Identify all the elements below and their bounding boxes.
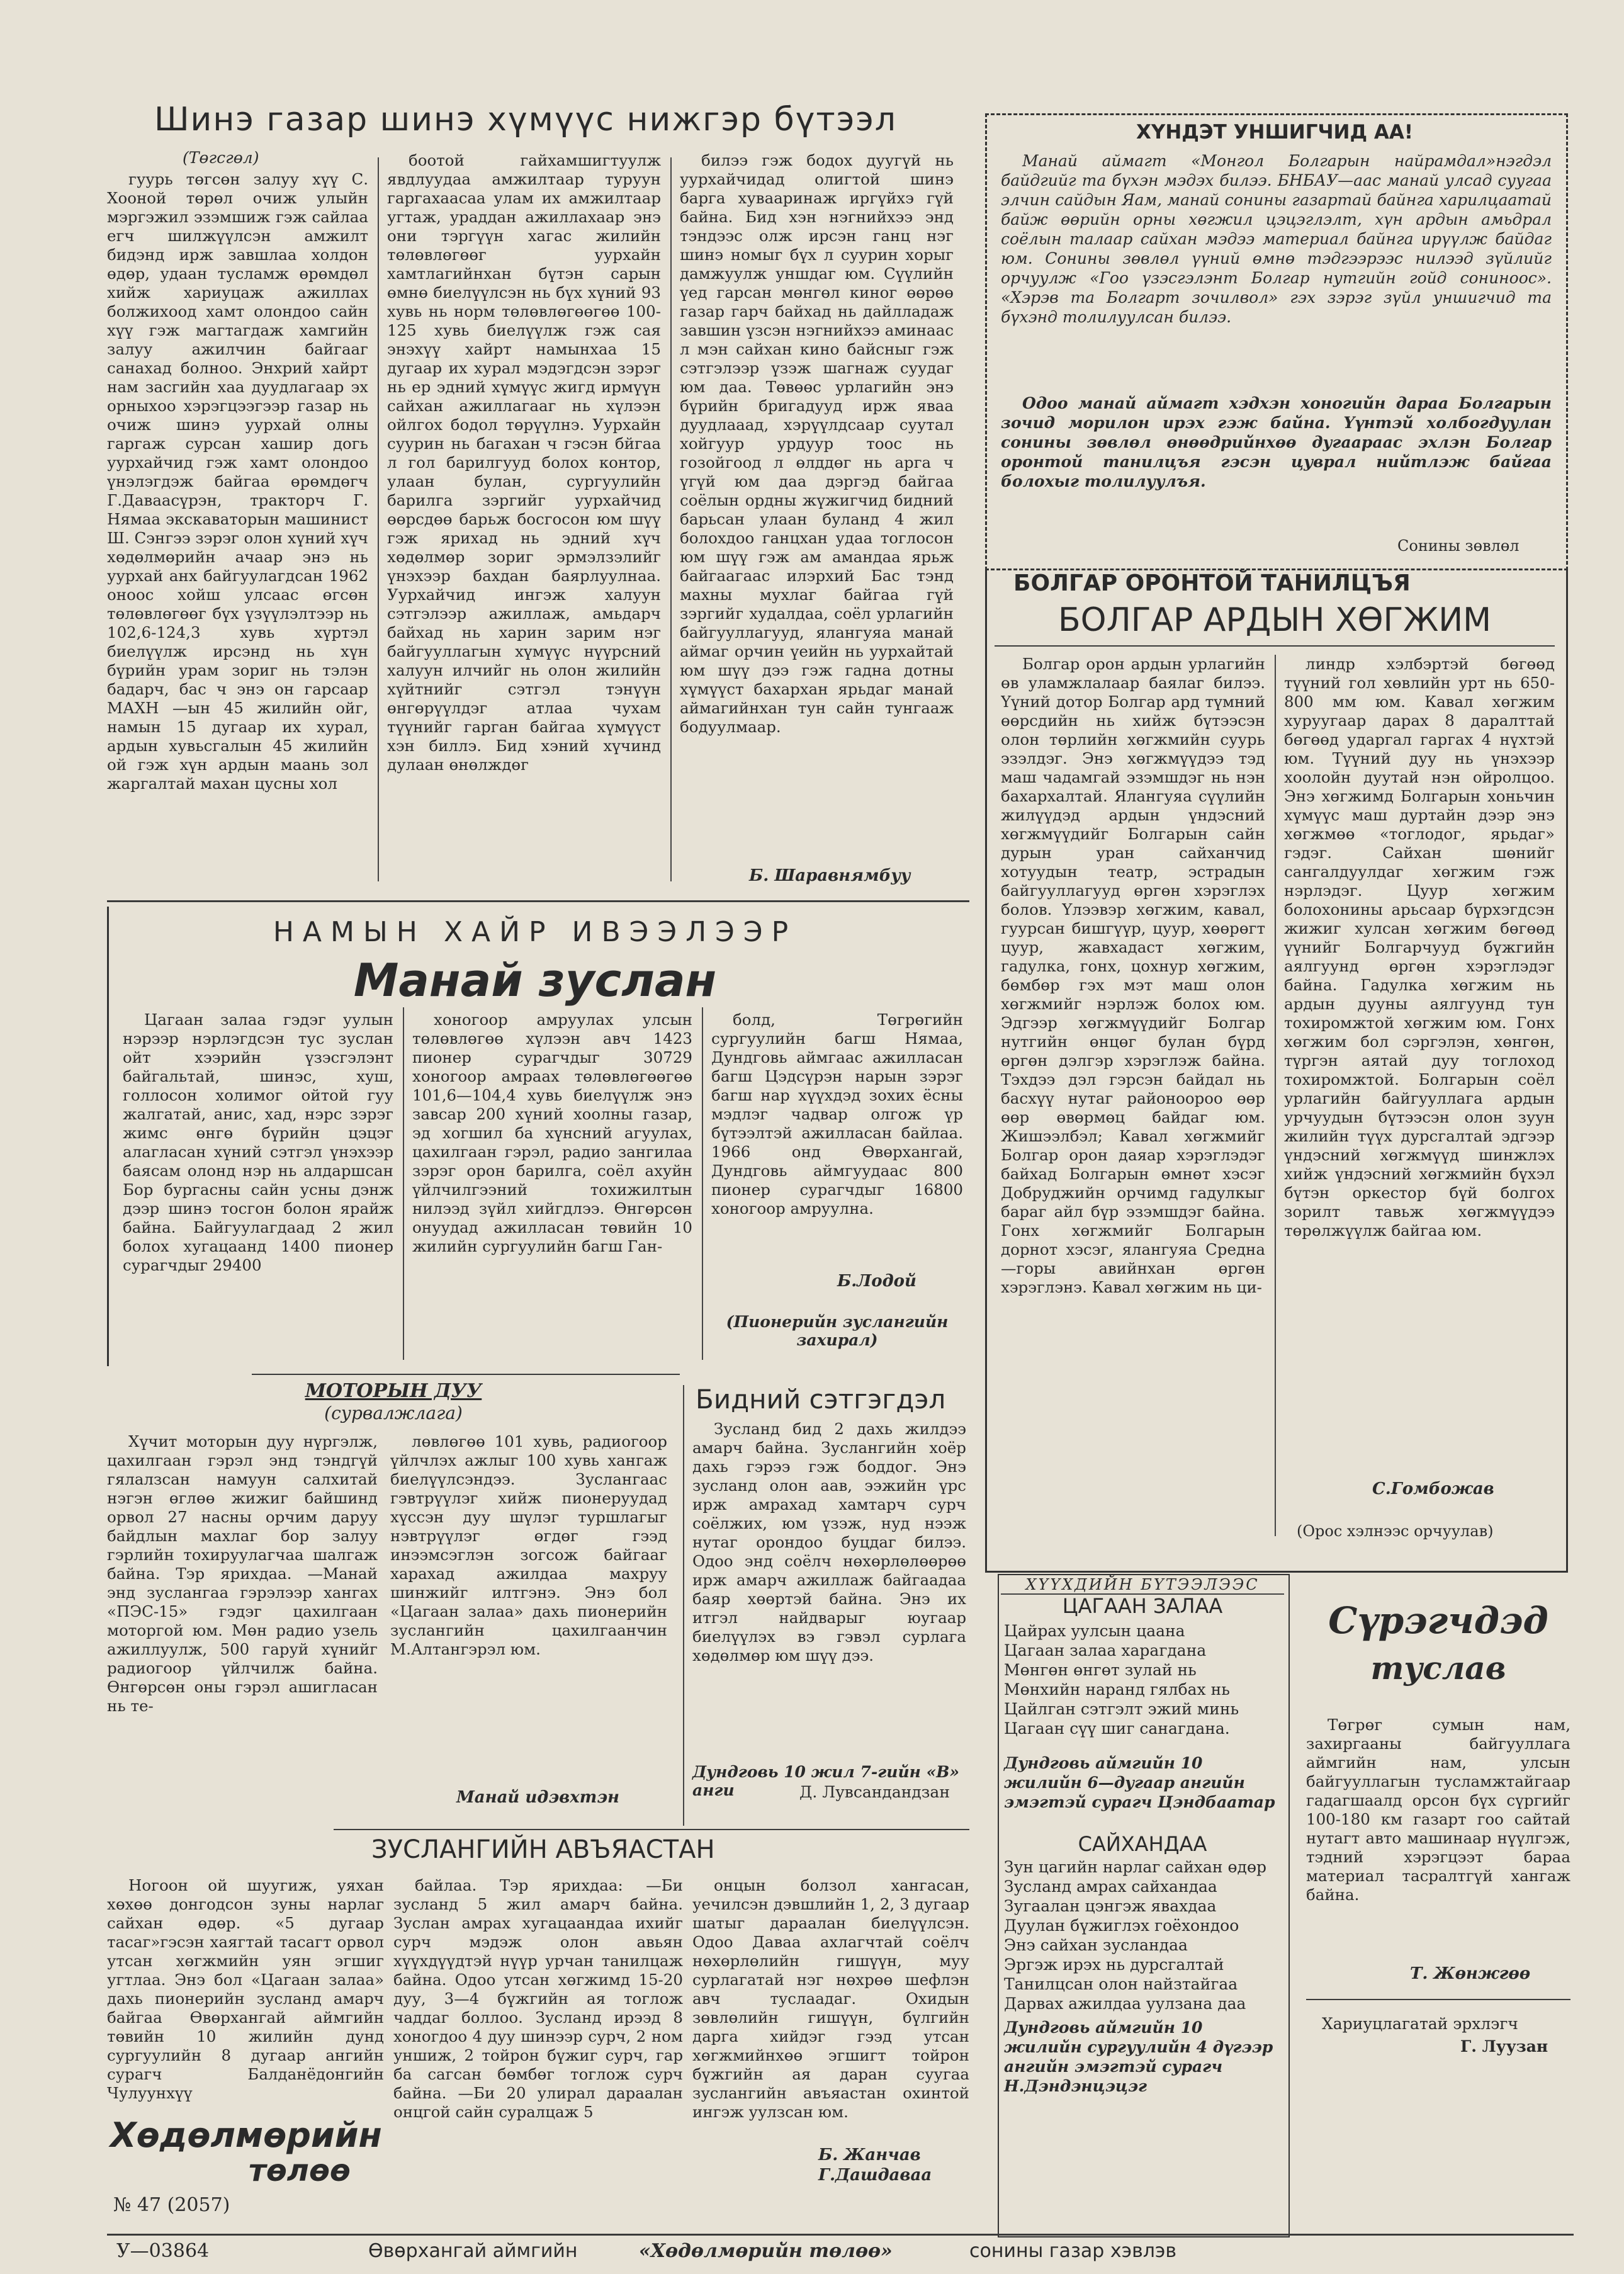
article1-column-1: гуурь төгсөн залуу хүү С. Хооной төрөл очиж улыйн мэргэжил эзэмшиж гэж сайлаа егч шилжүүлсэн амжилт бидэнд ирж завшлаа холдон өдөр, удаан тусламж өрөмдөл хийж хариуцаж ажиллах болжихоод хамт олондоо сайн хүү гэж магтагдаж хамгийн залуу ажилчин байгааг санахад болноо. Энхрий хайрт нам засгийн хаа дуудлагаар эх орныхоо хэрэгцээгээр газар нь очиж шинэ уурхай олны гаргаж сурсан хашир догь уурхайчид гэж хамт олондоо үнэлэгдэж байгаа өрөмдөгч Г.Даваасүрэн, тракторч Г. Нямаа экскаваторын машинист Ш. Сэнгээ зэрэг олон хүний хүч хөдөлмөрийн ачаар энэ нь уурхай анх байгуулагдсан 1962 оноос хойш улсаас өгсөн төлөвлөгөөг бүх үзүүлэлтээр нь 102,6-124,3 хувь хүртэл биелүүлж ирсэнд нь хүн бүрийн урам зориг нь тэлэн бадарч, бас ч энэ он гарсаар МАХН —ын 45 жилийн ойг, намын 15 дугаар их хурал, ардын хувьсгалын 45 жилийн ой гэж хүн ардын маань зол жаргалтай махан цусны хол [107,170,368,793]
notice-paragraph-1: Манай аймагт «Монгол Болгарын найрамдал»нэгдэл байдгийг та бүхэн мэдэх билээ. БНБАУ—аас манай улсад суугаа элчин сайдын Яам, манай сонины газартай байнга харилцаатай байж өөрийн орны хөгжил цэцэглэлт, хүн ардын амьдрал соёлын талаар сайхан мэдээ материал байнга ирүүлж байдаг юм. Сонины зөвлөл үүний өмнө тэдгээрээс нилээд зүйлийг орчуулж «Гоо үзэсгэлэнт Болгар нутгийн гойд сониноос». «Хэрэв та Болгарт зочилвол» гэх зэрэг зүйл уншигчид та бүхэнд толилуулсан билээ. [1001,152,1552,326]
suregch-title: Сүрэгчдэд [1328,1599,1548,1642]
suregch-title-2: туслав [1370,1649,1506,1687]
editor-label: Хариуцлагатай эрхлэгч [1322,2015,1518,2033]
poem1-text: Цайрах уулсын цаана Цагаан залаа харагдана Мөнгөн өнгөт зулай нь Мөнхийн наранд гялбах нь Цайлган сэтгэлт эжий минь Цагаан сүү шиг санагдана. [1004,1622,1239,1738]
zuslan-title: Манай зуслан [353,954,717,1007]
avyaas-signature-1: Б. Жанчав [818,2146,921,2164]
suregch-signature: Т. Жөнжгөө [1410,1964,1531,1983]
notice-title: ХҮНДЭТ УНШИГЧИД АА! [1136,121,1413,144]
zuslan-column-2: хоногоор амруулах улсын төлөвлөгөө хүлээн авч 1423 пионер сурагчдыг 30729 хоногоор амраах төлөвлөгөөгөө 101,6—104,4 хувь биелүүлж энэ завсар 200 хүний хоолны газар, эд хогшил ба хүнсний агуулах, цахилгаан гэрэл, радио зангилаа зэрэг орон барилга, соёл ахуйн үйлчилгээний тохижилтын нилээд зүйл хийгдлээ. Өнгөрсөн онуудад ажилласан төвийн 10 жилийн сургуулийн багш Ган- [412,1010,692,1255]
bidnii-text: Зусланд бид 2 дахь жилдээ амарч байна. Зуслангийн хоёр дахь гэрээ гэж боддог. Энэ зусланд олон аав, ээжийн үрс ирж амрахад хамтарч сурч соёлжих, юм үзэж, нуд нээж нутаг орондоо буцдаг билээ. Одоо энд соёлч нөхөрлөлөөрөө ирж амарч ажиллаж байгаадаа баяр хөөртэй байна. Энэ их итгэл найдварыг юугаар биелүүлэх вэ гэвэл сурлага хөдөлмөр юм шүү дээ. [692,1420,966,1665]
bidnii-signature: Д. Лувсандандзан [799,1783,950,1801]
avyaas-signature-2: Г.Дашдаваа [818,2166,932,2185]
bulgaria-column-2: линдр хэлбэртэй бөгөөд түүний гол хөвлийн урт нь 650-800 мм юм. Кавал хөгжим хуруугаар дарах 8 даралттай бөгөөд ударгал гаргах 4 нүхтэй юм. Түүний дуу нь үнэхээр хоолойн дуутай нэн ойролцоо. Энэ хөгжимд Болгарын хоньчин хүмүүс маш дуртайн дээр энэ хөгжмөө «тоглодог, ярьдаг» гэдэг. Сайхан шөнийг сангалдуулдаг хөгжим гэж нэрлэдэг. Цуур хөгжим болохонины арьсаар бүрхэгдсэн жижиг хулсан хөгжим бөгөөд үүнийг Болгарчууд бүжгийн аялгуунд өргөн хэрэглэдэг байна. Гадулка хөгжим нь ардын дууны аялгуунд тун тохиромжтой хөгжим юм. Гонх хөгжим бол сэргэлэн, хөнгөн, түргэн аятай дуу тоглоход тохиромжтой. Болгарын соёл урлагийн байгууллага ардын урчуудын бүтээсэн олон зуун жилийн түүх дурсгалтай эдгээр үндэсний хөгжмүүд шинжлэх хийж үндэсний хөгжмийн бүхэл бүтэн оркестор бүй болгох зорилт тавьж хөгжмүүдээ төрөлжүүлж байгаа юм. [1284,655,1555,1240]
kids-header: ХҮҮХДИЙН БҮТЭЭЛЭЭС [1001,1576,1284,1595]
article1-signature: Б. Шаравнямбуу [749,866,911,885]
zuslan-column-3: болд, Төгрөгийн сургуулийн багш Нямаа, Дундговь аймгаас ажилласан багш Цэдсүрэн нарын зэрэг багш нар хүүхдэд зохих ёсны мэдлэг чадвар олгож үр бүтээлтэй ажилласан байлаа. 1966 онд Өвөрхангай, Дундговь аймгуудаас 800 пионер сурагчдыг 16800 хоногоор амруулна. [711,1010,963,1218]
print-code: У—03864 [116,2240,210,2262]
zuslan-signature: Б.Лодой [837,1272,916,1291]
notice-paragraph-2: Одоо манай аймагт хэдхэн хоногийн дараа Болгарын зочид морилон ирэх гэж байна. Үүнтэй холбогдуулан сонины зөвлөл өнөөдрийнхөө дугаараас эхлэн Болгар оронтой танилцъя гэсэн цуврал нийтлэж байгаа болохыг толилуулъя. [1001,394,1552,490]
issue-number: № 47 (2057) [113,2194,230,2216]
article1-column-3: билээ гэж бодох дуугүй нь уурхайчидад олигтой шинэ барга хувааринаж иргүйхэ гүй байна. Бид хэн нэгнийхээ энд тэндээс олж ирсэн ганц нэг шинэ номыг бүх л суурин хорыг дамжуулж уншдаг юм. Сүүлийн үед гарсан мөнгөл киног өөрөө газар гарч байхад нь дайлладаж завшин үзсэн нэгнийхээ аминаас л мэн сайхан кино байсныг гэж сэтгэлээр үзэж шагнаж суудаг юм даа. Төвөөс урлагийн энэ бүрийн бригадууд ирж яваа дуудлааад, хэрүүлдсаар суутал хойгуур урдуур тоос нь гозойгоод л өлддөг нь арга ч үгүй юм даа дэргэд байгаа соёлын ордны жүжигчид бидний барьсан улаан буланд 4 жил болохдоо ганцхан удаа тоглосон юм шүү гэж ам амандаа ярьж байгаагаас илэрхий Бас тэнд махны мухлаг байгаа гүй зэргийг худалдаа, соёл урлагийн байгууллагууд, ялангуяа манай аймаг орчин үеийн нь уурхайтай юм шүү дээ гэж гадна дотны хүмүүст бахархан ярьдаг манай аймагийнхан тун сайн тунгааж бодуулмаар. [680,151,954,736]
article1-column-2: боотой гайхамшигтуулж явдлуудаа амжилтаар туруун гаргахаасаа улам их амжилтаар угтаж, ураддан ажиллахаар энэ они тэргүүн хагас жилийн төлөвлөгөөг уурхайн хамтлагийнхан бүтэн сарын өмнө биелүүлсэн нь бүх хүний 93 хувь нь норм төлөвлөгөөгөө 100-125 хувь биелүүлж гэж сая энэхүү хайрт намынхаа 15 дугаар их хурал мэдэгдсэн зэрэг нь ер эдний хүмүүс жигд ирмүүн сайхан ажиллагааг нь хүлээн ойлгох бодол төрүүлнэ. Уурхайн суурин нь багахан ч гэсэн бйгаа л гол барилгууд болох контор, улаан булан, сургуулийн барилга зэргийг уурхайчид өөрсдөө барьж босгосон юм шүү гэж ярихад нь эдний хүч хөдөлмөр зориг эрмэлзэлийг үнэхээр бахдан баярлуулнаа. Уурхайчид ингэж халуун сэтгэлээр ажиллаж, амьдарч байхад нь харин зарим нэг байгууллагын хүмүүс нүүрсний халуун илчийг нь олон жилийн хүйтнийг сэтгэл тэнүүн өнгөрүүлдэг атлаа чухам түүнийг гарган байгаа хүмүүст хэн биллэ. Бид хэний хүчинд дулаан өнөлждөг [387,151,661,774]
motor-column-2: лөвлөгөө 101 хувь, радиогоор үйлчлэх ажлыг 100 хувь хангаж биелүүлсэндээ. Зуслангаас гэвтрүүлэг хийж пионеруудад хүссэн дуу шүлэг туршлагыг нэвтрүүлэг өгдөг гээд инээмсэглэн зогсож байгааг харахад ажилдаа махруу шинжийг илтгэнэ. Энэ бол «Цагаан залаа» дахь пионерийн зуслангийн цахилгаанчин М.Алтангэрэл юм. [390,1432,667,1658]
poem2-author: Дундговь аймгийн 10 жилийн сургуулийн 4 дүгээр ангийн эмэгтэй сурагч Н.Дэндэнцэцэг [1004,2018,1273,2095]
publisher-paper: «Хөдөлмөрийн төлөө» [639,2240,893,2262]
masthead-title-2: төлөө [249,2153,351,2188]
avyaas-column-1: Ногоон ой шуугиж, уяхан хөхөө донгодсон зуны нарлаг сайхан өдөр. «5 дугаар тасаг»гэсэн хаягтай тасагт орвол утсан хөгжмийн уян эгшиг угтлаа. Энэ бол «Цагаан залаа» дахь пионерийн зусланд амарч байгаа Өвөрхангай аймгийн төвийн 10 жилийн дунд сургуулийн 8 дугаар ангийн сурагч Балданёдонгийн Чулуунхүү [107,1876,384,2102]
publisher-aimag: Өвөрхангай аймгийн [368,2240,578,2262]
masthead-title: Хөдөлмөрийн [110,2115,382,2155]
bulgaria-kicker: БОЛГАР ОРОНТОЙ ТАНИЛЦЪЯ [1013,570,1411,596]
avyaas-column-3: онцын болзол хангасан, уечилсэн дэвшлийн 1, 2, 3 дугаар шатыг дараалан биелүүлсэн. Одоо Даваа ахлагчтай соёлч нөхөрлөлийн гишүүн, муу сурлагатай нэг нөхрөө шефлэн авч туслаадаг. Охидын зөвлөлийн гишүүн, бүлгийн дарга хийдэг гээд утсан хөгжмийнхөө эгшигт тойрон бүжгийн ая даран суугаа зуслангийн авъяастан охинтой ингэж уулзсан юм. [692,1876,969,2121]
motor-title: МОТОРЫН ДУУ [305,1380,482,1402]
bidnii-title: Бидний сэтгэгдэл [696,1384,946,1415]
poem1-title: ЦАГААН ЗАЛАА [1062,1594,1223,1618]
article-title: Шинэ газар шинэ хүмүүс нижгэр бүтээл [154,101,898,139]
poem2-text: Зун цагийн нарлаг сайхан өдөр Зусланд амрах сайхандаа Зугаалан цэнгэж явахдаа Дуулан бүжиглэх гоёхондоо Энэ сайхан зусландаа Эргэж ирэх нь дурсгалтай Танилцсан олон найзтайгаа Дарвах ажилдаа уулзана даа [1004,1858,1266,2013]
motor-signature: Манай идэвхтэн [456,1788,619,1807]
zuslan-column-1: Цагаан залаа гэдэг уулын нэрээр нэрлэгдсэн тус зуслан ойт хээрийн үзэсгэлэнт байгальтай, шинэс, хуш, голлосон холимог ойтой гуу жалгатай, анис, хад, нэрс зэрэг жимс өнгө бүрийн цэцэг алагласан хүний сэтгэл үнэхээр баясам олонд нэр нь алдаршсан Бор бургасны сайн усны дэнж дээр шинэ тосгон болон ярайж байна. Байгуулагдаад 2 жил болох хугацаанд 1400 пионер сурагчдыг 29400 [123,1010,393,1274]
avyaas-title: ЗУСЛАНГИЙН АВЪЯАСТАН [371,1835,715,1864]
bulgaria-title: БОЛГАР АРДЫН ХӨГЖИМ [1058,601,1491,639]
article-kicker: (Төгсгөл) [183,149,259,167]
bulgaria-column-1: Болгар орон ардын урлагийн өв уламжлалаар баялаг билээ. Үүний дотор Болгар ард түмний өөрсдийн нь хийж бүтээсэн олон төрлийн хөгжмийн суурь эзэлдэг. Энэ хөгжмүүдээ тэд маш чадамгай эзэмшдэг нь нэн бахархалтай. Ялангуяа сүүлийн жилүүдэд ардын үндэсний хөгжмүүдийг Болгарын сайн дурын уран сайханчид хотуудын театр, эстрадын байгууллагууд өргөн хэрэглэх болов. Үлээвэр хөгжим, кавал, гуурсан бишгүүр, цуур, хөөрөгт цуур, жавхадаст хөгжим, гадулка, гонх, цохнур хөгжим, бөмбөр гэх мэт маш олон хөгжмийг нэрлэж болох юм. Эдгээр хөгжмүүдийг Болгар нутгийн өнцөг булан бүрд өргөн дэлгэр хэрэглэж байна. Тэхдээ дэл гэрсэн байдал нь басхүү нутаг районоороо өөр өөр өвөрмөц байдаг юм. Жишээлбэл; Кавал хөгжмийг Болгар орон даяар хэрэглэдэг байхад Болгарын өмнөт хэсэг Добруджийн орчимд гадулкыг бараг айл бүр эзэмшдэг байна. Гонх хөгжмийг Болгарын дорнот хэсэг, ялангуяа Средна—горы авийнхан өргөн хэрэглэнэ. Кавал хөгжим нь ци- [1001,655,1265,1296]
avyaas-column-2: байлаа. Тэр ярихдаа: —Би зусланд 5 жил амарч байна. Зуслан амрах хугацаандаа ихийг сурч мэдэж олон авьян хүүхдүүдтэй нүүр урчан танилцаж байна. Одоо утсан хөгжимд 15-20 дуу, 3—4 бүжгийн ая тоглож чаддаг боллоо. Зусланд ирээд 8 хоногдоо 4 дуу шинээр сурч, 2 ном уншиж, 2 тойрон бүжиг сурч, гар ба сагсан бөмбөг тоглож сурч байна. —Би 20 улирал дараалан онцгой сайн суралцаж 5 [393,1876,683,2121]
poem2-title: САЙХАНДАА [1078,1832,1207,1856]
bidnii-signature-prefix: Дундговь 10 жил 7-гийн «В» анги [692,1763,959,1799]
editor-name: Г. Луузан [1460,2037,1548,2056]
motor-column-1: Хүчит моторын дуу нүргэлж, цахилгаан гэрэл энд тэндгүй гялалзсан намуун салхитай нэгэн өглөө жижиг байшинд орвол 27 насны орчим даруу байдлын махлаг бор залуу гэрлийн тохируулагчаа шалгаж байна. Тэр ярихдаа. —Манай энд зуслангаа гэрэлээр хангах «ПЭС-15» гэдэг цахилгаан моторгой юм. Мөн радио узель ажиллуулж, 500 гаруй хүнийг радиогоор үйлчилж байна. Өнгөрсөн оны гэрэл ашигласан нь те- [107,1432,378,1715]
notice-signature: Сонины зөвлөл [1397,537,1520,555]
zuslan-kicker: НАМЫН ХАЙР ИВЭЭЛЭЭР [273,916,798,948]
zuslan-role: (Пионерийн зуслангийн захирал) [726,1313,949,1349]
poem1-author: Дундговь аймгийн 10 жилийн 6—дугаар ангийн эмэгтэй сурагч Цэндбаатар [1004,1754,1275,1811]
bulgaria-signature: С.Гомбожав [1372,1479,1494,1498]
suregch-text: Төгрөг сумын нам, захиргааны байгууллага аймгийн нам, улсын байгууллагын тусламжтайгаар гадагшаалд орсон бүх сүргийг 100-180 км газарт гоо сайтай нутагт авто машинаар нүүлгэж, тэдний хэрэгцээт бараа материал тасралтгүй хангаж байна. [1306,1716,1570,1904]
publisher-print: сонины газар хэвлэв [969,2240,1177,2262]
bulgaria-note: (Орос хэлнээс орчуулав) [1297,1522,1494,1540]
motor-subtitle: (сурвалжлага) [324,1403,463,1423]
